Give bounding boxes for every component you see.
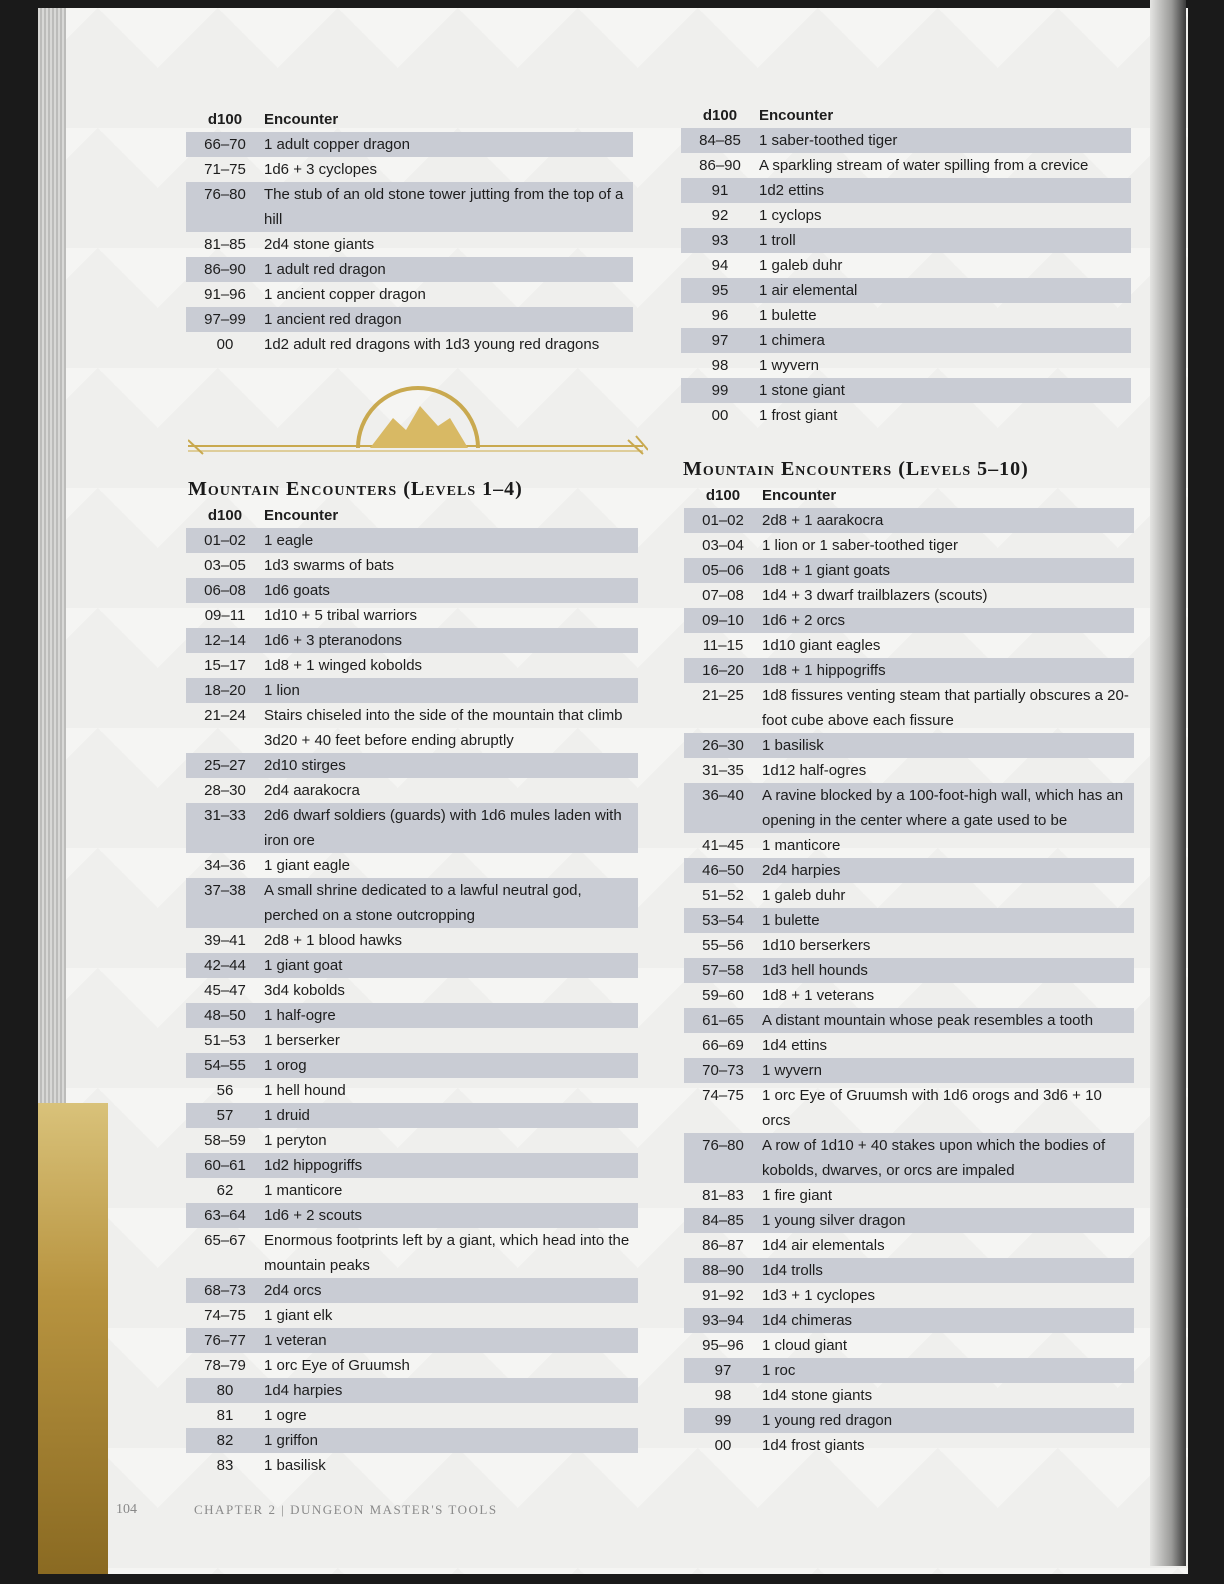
roll-range: 09–11 [204, 607, 246, 624]
encounter-text: 1 bulette [759, 307, 817, 324]
roll-range: 81–83 [702, 1187, 744, 1204]
roll-range: 95–96 [702, 1337, 744, 1354]
table-row [186, 332, 633, 357]
roll-range: 86–90 [699, 157, 741, 174]
col-header-roll: d100 [705, 486, 741, 504]
table-row [684, 1133, 1134, 1183]
table-row [684, 1308, 1134, 1333]
encounter-text: 1 galeb duhr [759, 257, 843, 274]
roll-range: 65–67 [204, 1232, 246, 1249]
encounter-text: 1 hell hound [264, 1082, 346, 1099]
roll-range: 81 [216, 1407, 234, 1424]
roll-range: 61–65 [684, 1008, 762, 1033]
col-header-roll: d100 [702, 106, 738, 124]
table-row [684, 1058, 1134, 1083]
roll-range: 41–45 [702, 837, 744, 854]
encounter-text: 1 giant goat [264, 953, 638, 978]
table-row [681, 353, 1131, 378]
col-header-encounter: Encounter [759, 106, 834, 124]
encounter-text: 1d10 + 5 tribal warriors [264, 607, 417, 624]
encounter-text: 1 troll [759, 228, 1131, 253]
encounter-text: 1d3 hell hounds [762, 958, 1134, 983]
roll-range: 86–90 [186, 257, 264, 282]
table-row [684, 783, 1134, 833]
encounter-text: 1 adult copper dragon [264, 132, 633, 157]
roll-range: 21–24 [204, 707, 246, 724]
table-row [186, 1228, 638, 1278]
roll-range: 82 [186, 1428, 264, 1453]
table-row [684, 558, 1134, 583]
encounter-text: 1 basilisk [264, 1457, 326, 1474]
table-row [186, 257, 633, 282]
roll-range: 99 [684, 1408, 762, 1433]
table-row [684, 583, 1134, 608]
encounter-text: 1 bulette [762, 908, 1134, 933]
table-row [186, 653, 638, 678]
table-row [186, 553, 638, 578]
table-row [186, 282, 633, 307]
roll-range: 48–50 [186, 1003, 264, 1028]
encounter-text: 1 lion [264, 678, 638, 703]
table-row [684, 1233, 1134, 1258]
encounter-text: 1d4 + 3 dwarf trailblazers (scouts) [762, 587, 988, 604]
encounter-table-levels-5-10 [684, 482, 1134, 1458]
table-row [186, 1378, 638, 1403]
encounter-text: A ravine blocked by a 100-foot-high wall, which has an opening in the center where a gate used to be [762, 783, 1134, 833]
encounter-text: 1d6 goats [264, 578, 638, 603]
table-row [681, 203, 1131, 228]
roll-range: 99 [681, 378, 759, 403]
table-row [186, 878, 638, 928]
roll-range: 06–08 [186, 578, 264, 603]
table-row [684, 833, 1134, 858]
roll-range: 76–77 [186, 1328, 264, 1353]
table-row [681, 278, 1131, 303]
roll-range: 12–14 [186, 628, 264, 653]
table-row [186, 1103, 638, 1128]
table-row [186, 182, 633, 232]
encounter-text: 2d4 stone giants [264, 236, 375, 253]
table-row [186, 928, 638, 953]
table-row [186, 157, 633, 182]
encounter-text: 1 eagle [264, 528, 638, 553]
roll-range: 97 [681, 328, 759, 353]
roll-range: 71–75 [204, 161, 246, 178]
encounter-text: 1d8 + 1 veterans [762, 987, 875, 1004]
roll-range: 97–99 [186, 307, 264, 332]
col-header-encounter: Encounter [762, 486, 837, 504]
encounter-text: 1d4 chimeras [762, 1308, 1134, 1333]
table-row [684, 1008, 1134, 1033]
table-row [684, 1033, 1134, 1058]
roll-range: 60–61 [186, 1153, 264, 1178]
table-row [186, 778, 638, 803]
roll-range: 76–80 [684, 1133, 762, 1183]
table-row [186, 578, 638, 603]
roll-range: 21–25 [702, 687, 744, 704]
table-row [186, 1278, 638, 1303]
encounter-text: 1 manticore [762, 837, 841, 854]
encounter-text: 1 orog [264, 1053, 638, 1078]
encounter-text: 1 young silver dragon [762, 1208, 1134, 1233]
roll-range: 86–87 [702, 1237, 744, 1254]
roll-range: 42–44 [186, 953, 264, 978]
encounter-text: 1 ancient red dragon [264, 307, 633, 332]
roll-range: 95 [681, 278, 759, 303]
encounter-text: 1 fire giant [762, 1187, 833, 1204]
encounter-text: 1d6 + 2 orcs [762, 608, 1134, 633]
encounter-text: 1d8 + 1 hippogriffs [762, 658, 1134, 683]
encounter-text: 1 giant elk [264, 1307, 333, 1324]
encounter-text: 1 ancient copper dragon [264, 286, 426, 303]
chapter-footer: CHAPTER 2 | DUNGEON MASTER'S TOOLS [194, 1502, 498, 1517]
encounter-text: 1 manticore [264, 1182, 343, 1199]
page-number: 104 [116, 1502, 137, 1517]
roll-range: 18–20 [186, 678, 264, 703]
roll-range: 03–04 [702, 537, 744, 554]
table-row [186, 753, 638, 778]
roll-range: 66–70 [186, 132, 264, 157]
roll-range: 51–53 [204, 1032, 246, 1049]
book-spine-shadow [1150, 0, 1186, 1566]
encounter-text: 1d4 stone giants [762, 1387, 873, 1404]
encounter-text: 1d4 frost giants [762, 1437, 865, 1454]
table-row [186, 232, 633, 257]
roll-range: 07–08 [702, 587, 744, 604]
encounter-text: 1d6 + 3 cyclopes [264, 161, 377, 178]
roll-range: 56 [216, 1082, 234, 1099]
encounter-text: 2d8 + 1 blood hawks [264, 932, 403, 949]
roll-range: 36–40 [684, 783, 762, 833]
col-header-encounter: Encounter [264, 110, 339, 128]
roll-range: 63–64 [186, 1203, 264, 1228]
roll-range: 80 [186, 1378, 264, 1403]
section-title-levels-1-4: Mountain Encounters (Levels 1–4) [188, 478, 523, 500]
table-row [186, 1303, 638, 1328]
encounter-text: 2d4 harpies [762, 858, 1134, 883]
roll-range: 37–38 [186, 878, 264, 928]
table-row [681, 178, 1131, 203]
table-row [684, 1083, 1134, 1133]
table-row [684, 733, 1134, 758]
book-page [38, 8, 1188, 1574]
encounter-text: 1 air elemental [759, 278, 1131, 303]
encounter-text: 1d2 hippogriffs [264, 1153, 638, 1178]
encounter-text: 1d4 air elementals [762, 1237, 885, 1254]
encounter-text: 1d6 + 2 scouts [264, 1203, 638, 1228]
roll-range: 01–02 [684, 508, 762, 533]
table-row [684, 758, 1134, 783]
table-row [186, 1453, 638, 1478]
roll-range: 68–73 [186, 1278, 264, 1303]
encounter-text: 1 young red dragon [762, 1408, 1134, 1433]
table-row [186, 1153, 638, 1178]
table-row [186, 528, 638, 553]
table-row [681, 378, 1131, 403]
table-row [186, 953, 638, 978]
table-row [684, 658, 1134, 683]
roll-range: 28–30 [204, 782, 246, 799]
table-row [186, 1178, 638, 1203]
encounter-text: 1 giant eagle [264, 857, 350, 874]
roll-range: 11–15 [702, 637, 744, 654]
table-row [186, 628, 638, 653]
encounter-text: 1d10 giant eagles [762, 637, 881, 654]
roll-range: 05–06 [684, 558, 762, 583]
encounter-text: Stairs chiseled into the side of the mountain that climb 3d20 + 40 feet before ending abruptly [264, 707, 623, 749]
gold-corner-decoration [38, 1103, 108, 1574]
encounter-text: 2d6 dwarf soldiers (guards) with 1d6 mules laden with iron ore [264, 803, 638, 853]
encounter-text: 1 basilisk [762, 733, 1134, 758]
encounter-text: 1d12 half-ogres [762, 762, 867, 779]
encounter-text: A row of 1d10 + 40 stakes upon which the bodies of kobolds, dwarves, or orcs are impaled [762, 1133, 1134, 1183]
roll-range: 84–85 [684, 1208, 762, 1233]
encounter-text: 1d4 ettins [762, 1037, 828, 1054]
encounter-text: 1 druid [264, 1103, 638, 1128]
roll-range: 57 [186, 1103, 264, 1128]
encounter-text: 1 wyvern [759, 357, 820, 374]
roll-range: 34–36 [204, 857, 246, 874]
roll-range: 91–92 [702, 1287, 744, 1304]
encounter-text: Enormous footprints left by a giant, which head into the mountain peaks [264, 1232, 630, 1274]
encounter-text: 1d4 harpies [264, 1378, 638, 1403]
roll-range: 70–73 [684, 1058, 762, 1083]
roll-range: 15–17 [204, 657, 246, 674]
table-row [681, 403, 1131, 428]
table-row [684, 1433, 1134, 1458]
table-row [681, 128, 1131, 153]
roll-range: 00 [711, 407, 729, 424]
table-row [186, 1203, 638, 1228]
roll-range: 81–85 [204, 236, 246, 253]
roll-range: 92 [711, 207, 729, 224]
encounter-text: 1 orc Eye of Gruumsh with 1d6 orogs and 3d6 + 10 orcs [762, 1087, 1102, 1129]
encounter-text: 1d2 ettins [759, 178, 1131, 203]
table-row [186, 132, 633, 157]
roll-range: 51–52 [702, 887, 744, 904]
table-row [684, 533, 1134, 558]
table-row [684, 1183, 1134, 1208]
table-row [186, 1353, 638, 1378]
table-row [186, 978, 638, 1003]
table-row [186, 307, 633, 332]
table-row [684, 958, 1134, 983]
roll-range: 93–94 [684, 1308, 762, 1333]
table-row [186, 803, 638, 853]
table-row [684, 908, 1134, 933]
table-row [684, 1383, 1134, 1408]
encounter-text: 2d10 stirges [264, 753, 638, 778]
encounter-text: 1d8 fissures venting steam that partially obscures a 20-foot cube above each fissure [762, 687, 1129, 729]
table-row [684, 1333, 1134, 1358]
encounter-text: 1d8 + 1 winged kobolds [264, 657, 423, 674]
roll-range: 16–20 [684, 658, 762, 683]
roll-range: 26–30 [684, 733, 762, 758]
encounter-text: 1 berserker [264, 1032, 340, 1049]
roll-range: 62 [216, 1182, 234, 1199]
encounter-text: 1 adult red dragon [264, 257, 633, 282]
encounter-text: 1 griffon [264, 1428, 638, 1453]
roll-range: 58–59 [204, 1132, 246, 1149]
encounter-text: 1 galeb duhr [762, 887, 846, 904]
col-header-roll: d100 [207, 506, 243, 524]
roll-range: 57–58 [684, 958, 762, 983]
encounter-text: 1 saber-toothed tiger [759, 128, 1131, 153]
roll-range: 54–55 [186, 1053, 264, 1078]
encounter-text: 1 roc [762, 1358, 1134, 1383]
roll-range: 78–79 [204, 1357, 246, 1374]
roll-range: 97 [684, 1358, 762, 1383]
table-row [186, 1128, 638, 1153]
encounter-text: 1 cloud giant [762, 1337, 848, 1354]
table-row [684, 683, 1134, 733]
roll-range: 84–85 [681, 128, 759, 153]
encounter-text: 1 cyclops [759, 207, 822, 224]
roll-range: 01–02 [186, 528, 264, 553]
table-row [186, 1003, 638, 1028]
table-row [684, 1208, 1134, 1233]
encounter-text: 1 lion or 1 saber-toothed tiger [762, 537, 958, 554]
table-row [186, 1078, 638, 1103]
table-row [684, 1408, 1134, 1433]
roll-range: 00 [714, 1437, 732, 1454]
encounter-text: 1d6 + 3 pteranodons [264, 628, 638, 653]
table-row [186, 603, 638, 628]
encounter-text: 1 peryton [264, 1132, 327, 1149]
roll-range: 74–75 [702, 1087, 744, 1104]
table-row [186, 703, 638, 753]
encounter-text: 1 wyvern [762, 1058, 1134, 1083]
table-row [684, 858, 1134, 883]
encounter-text: 1d3 swarms of bats [264, 557, 395, 574]
encounter-table-top-left [186, 106, 633, 357]
roll-range: 88–90 [684, 1258, 762, 1283]
encounter-text: 2d8 + 1 aarakocra [762, 508, 1134, 533]
encounter-text: 1d3 + 1 cyclopes [762, 1287, 875, 1304]
roll-range: 96 [711, 307, 729, 324]
table-row [681, 228, 1131, 253]
table-row [681, 303, 1131, 328]
table-row [684, 1358, 1134, 1383]
roll-range: 91–96 [204, 286, 246, 303]
table-row [684, 883, 1134, 908]
table-row [681, 253, 1131, 278]
encounter-text: A small shrine dedicated to a lawful neutral god, perched on a stone outcropping [264, 878, 638, 928]
roll-range: 31–35 [702, 762, 744, 779]
roll-range: 25–27 [186, 753, 264, 778]
encounter-text: 2d4 orcs [264, 1278, 638, 1303]
encounter-text: 2d4 aarakocra [264, 782, 360, 799]
roll-range: 93 [681, 228, 759, 253]
table-row [684, 633, 1134, 658]
roll-range: 00 [216, 336, 234, 353]
table-row [186, 1328, 638, 1353]
table-row [684, 1258, 1134, 1283]
roll-range: 09–10 [684, 608, 762, 633]
table-row [684, 1283, 1134, 1308]
roll-range: 91 [681, 178, 759, 203]
encounter-text: 1d2 adult red dragons with 1d3 young red dragons [264, 336, 600, 353]
encounter-table-top-right [681, 102, 1131, 428]
mountain-emblem-divider [188, 378, 648, 478]
encounter-text: 1d4 trolls [762, 1258, 1134, 1283]
encounter-text: 1d8 + 1 giant goats [762, 558, 1134, 583]
roll-range: 45–47 [204, 982, 246, 999]
encounter-text: 1 frost giant [759, 407, 838, 424]
roll-range: 98 [711, 357, 729, 374]
col-header-encounter: Encounter [264, 506, 339, 524]
roll-range: 55–56 [702, 937, 744, 954]
table-row [684, 608, 1134, 633]
encounter-text: 1 ogre [264, 1407, 307, 1424]
encounter-text: 1d10 berserkers [762, 937, 871, 954]
roll-range: 31–33 [186, 803, 264, 853]
table-row [681, 153, 1131, 178]
table-row [186, 1028, 638, 1053]
encounter-text: A sparkling stream of water spilling from a crevice [759, 157, 1089, 174]
roll-range: 59–60 [702, 987, 744, 1004]
roll-range: 74–75 [204, 1307, 246, 1324]
table-row [684, 983, 1134, 1008]
table-row [186, 1403, 638, 1428]
encounter-text: 1 veteran [264, 1328, 638, 1353]
roll-range: 76–80 [186, 182, 264, 232]
encounter-text: The stub of an old stone tower jutting from the top of a hill [264, 182, 633, 232]
table-row [186, 678, 638, 703]
roll-range: 98 [714, 1387, 732, 1404]
roll-range: 66–69 [702, 1037, 744, 1054]
col-header-roll: d100 [207, 110, 243, 128]
encounter-text: 1 orc Eye of Gruumsh [264, 1357, 410, 1374]
table-row [186, 853, 638, 878]
encounter-text: 1 chimera [759, 328, 1131, 353]
roll-range: 94 [711, 257, 729, 274]
encounter-text: 1 stone giant [759, 378, 1131, 403]
table-row [684, 933, 1134, 958]
roll-range: 83 [216, 1457, 234, 1474]
roll-range: 39–41 [204, 932, 246, 949]
table-row [186, 1428, 638, 1453]
encounter-text: A distant mountain whose peak resembles a tooth [762, 1008, 1134, 1033]
table-row [186, 1053, 638, 1078]
encounter-text: 3d4 kobolds [264, 982, 345, 999]
roll-range: 53–54 [684, 908, 762, 933]
table-row [681, 328, 1131, 353]
roll-range: 46–50 [684, 858, 762, 883]
roll-range: 03–05 [204, 557, 246, 574]
encounter-table-levels-1-4 [186, 502, 638, 1478]
section-title-levels-5-10: Mountain Encounters (Levels 5–10) [683, 458, 1029, 480]
table-row [684, 508, 1134, 533]
encounter-text: 1 half-ogre [264, 1003, 638, 1028]
